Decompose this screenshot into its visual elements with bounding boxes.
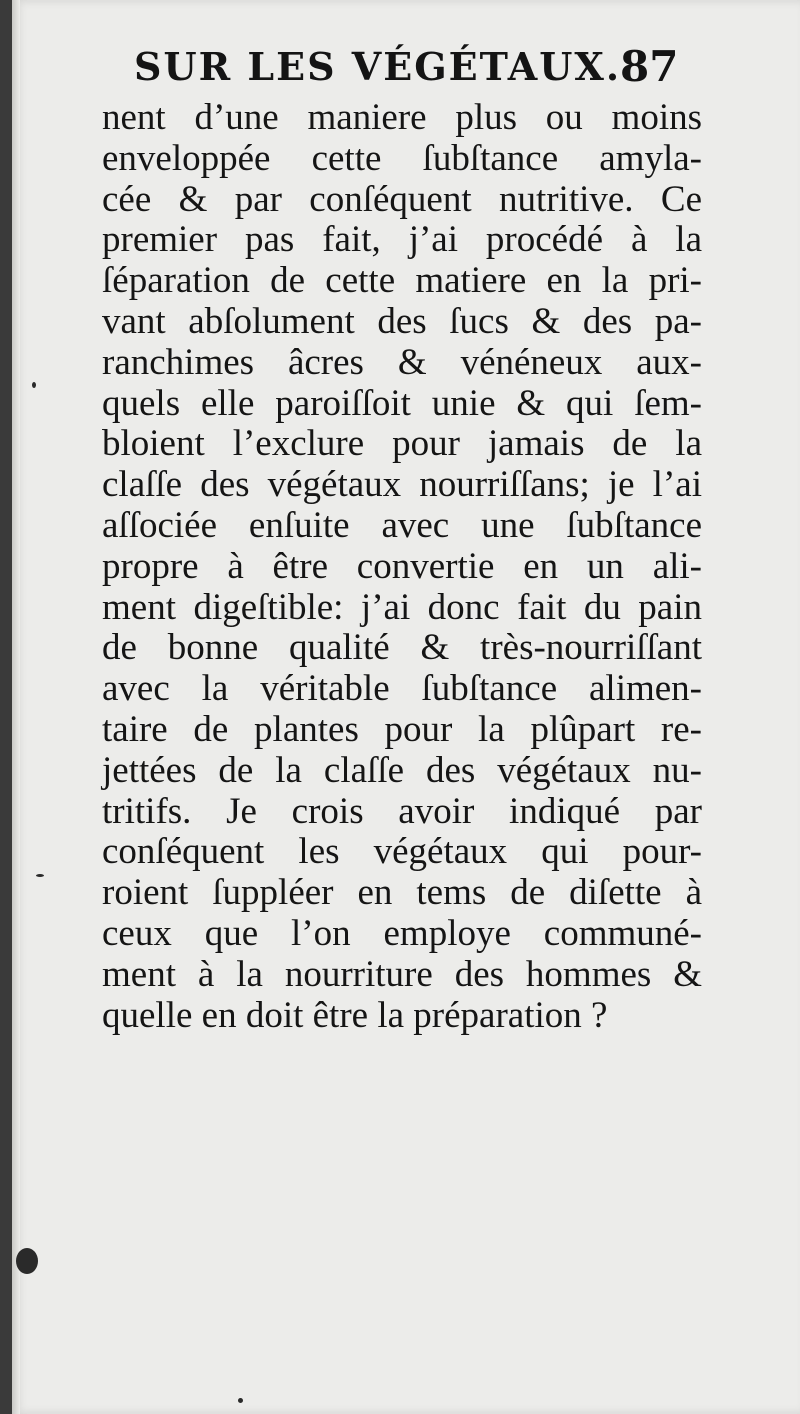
text-line: claſſe des végétaux nourriſſans; je l’ai — [102, 464, 702, 506]
paper-blemish — [16, 1248, 38, 1274]
text-line: bloient l’exclure pour jamais de la — [102, 423, 702, 465]
text-line: vant abſolument des ſucs & des pa- — [102, 300, 702, 342]
text-line: jettées de la claſſe des végétaux nu- — [102, 749, 702, 791]
text-line: ranchimes âcres & vénéneux aux- — [102, 341, 702, 383]
text-line: quels elle paroiſſoit unie & qui ſem- — [102, 382, 702, 424]
text-line: ment digeſtible: j’ai donc fait du pain — [102, 586, 702, 628]
running-title: SUR LES VÉGÉTAUX. — [134, 44, 622, 89]
text-line: tritifs. Je crois avoir indiqué par — [102, 790, 702, 832]
running-head — [12, 40, 800, 100]
text-line: quelle en doit être la préparation ? — [102, 994, 608, 1036]
text-line: enveloppée cette ſubſtance amyla- — [102, 137, 702, 179]
book-page — [12, 0, 800, 1414]
paper-blemish — [32, 382, 36, 388]
text-line: cée & par conſéquent nutritive. Ce — [102, 178, 702, 220]
text-line: taire de plantes pour la plûpart re- — [102, 708, 702, 750]
text-line: conſéquent les végétaux qui pour- — [102, 831, 702, 873]
paper-blemish — [36, 874, 44, 877]
text-line: avec la véritable ſubſtance alimen- — [102, 668, 702, 710]
page-number: 87 — [620, 42, 679, 91]
text-line: ceux que l’on employe communé- — [102, 912, 702, 954]
text-line: de bonne qualité & très-nourriſſant — [102, 627, 702, 669]
text-line: roient ſuppléer en tems de diſette à — [102, 872, 702, 914]
text-line: premier pas fait, j’ai procédé à la — [102, 219, 702, 261]
text-line: ſéparation de cette matiere en la pri- — [102, 260, 702, 302]
text-line: aſſociée enſuite avec une ſubſtance — [102, 504, 702, 546]
text-line: propre à être convertie en un ali- — [102, 545, 702, 587]
text-line: nent d’une maniere plus ou moins — [102, 97, 702, 138]
text-line: ment à la nourriture des hommes & — [102, 953, 702, 995]
body-text — [102, 98, 702, 1036]
paper-blemish — [238, 1398, 243, 1403]
